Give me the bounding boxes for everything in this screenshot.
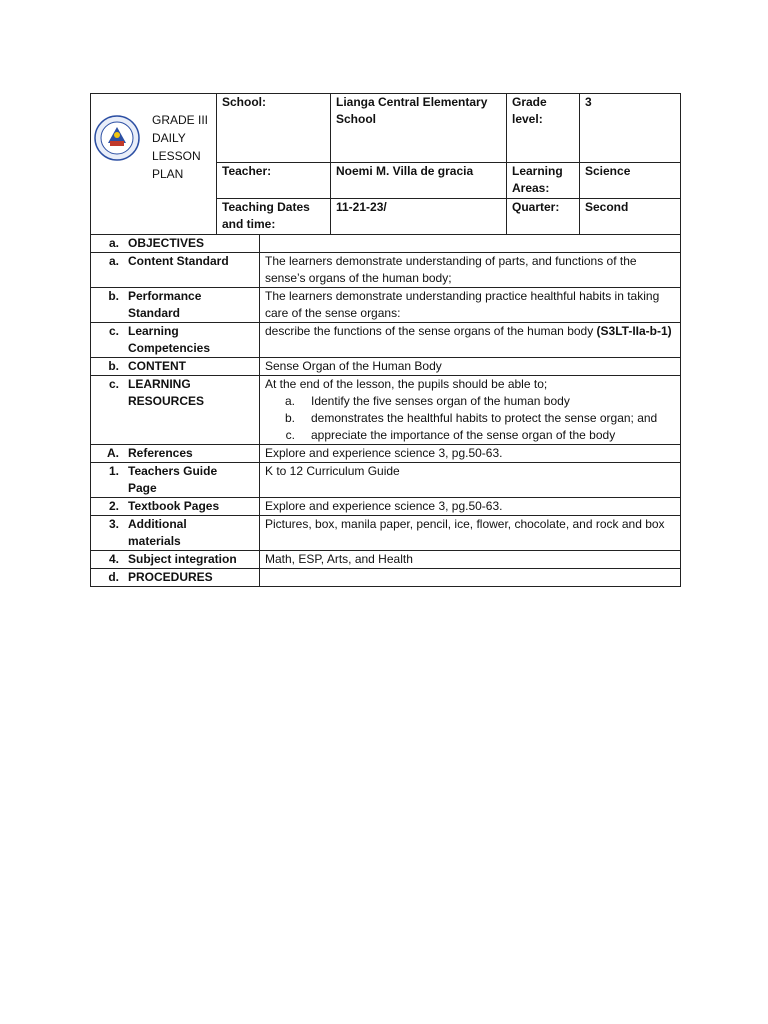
learning-objectives-list	[265, 393, 675, 444]
references-value: Explore and experience science 3, pg.50-63.	[260, 445, 681, 463]
learning-areas-label: Learning Areas:	[507, 163, 580, 199]
row-content-standard: a. Content Standard The learners demonstrate understanding of parts, and functions of the sense’s organs of the human body;	[91, 253, 681, 288]
additional-materials-label: Additional materials	[128, 517, 187, 548]
list-item: a. Identify the five senses organ of the human body	[284, 394, 570, 408]
procedures-value	[260, 569, 681, 587]
row-textbook-pages: 2. Textbook Pages Explore and experience science 3, pg.50-63.	[91, 498, 681, 516]
row-additional-materials: 3. Additional materials Pictures, box, manila paper, pencil, ice, flower, chocolate, and rock and box	[91, 516, 681, 551]
textbook-pages-label: Textbook Pages	[128, 499, 220, 513]
grade-level-label: Grade level:	[507, 94, 580, 163]
textbook-pages-value: Explore and experience science 3, pg.50-63.	[260, 498, 681, 516]
deped-seal-icon	[94, 115, 140, 161]
row-teachers-guide: 1. Teachers Guide Page K to 12 Curriculum Guide	[91, 463, 681, 498]
performance-standard-label: Performance Standard	[128, 289, 202, 320]
grade-level-value: 3	[580, 94, 681, 163]
teacher-label: Teacher:	[217, 163, 331, 199]
learning-resources-intro: At the end of the lesson, the pupils should be able to;	[265, 377, 548, 391]
objectives-label: OBJECTIVES	[128, 236, 205, 250]
lesson-plan-document	[90, 93, 680, 587]
row-subject-integration: 4. Subject integration Math, ESP, Arts, and Health	[91, 551, 681, 569]
school-label: School:	[217, 94, 331, 163]
performance-standard-value: The learners demonstrate understanding practice healthful habits in taking care of the sense organs:	[260, 288, 681, 323]
content-standard-label: Content Standard	[128, 254, 229, 268]
teacher-value: Noemi M. Villa de gracia	[331, 163, 507, 199]
content-label: CONTENT	[128, 359, 186, 373]
additional-materials-value: Pictures, box, manila paper, pencil, ice, flower, chocolate, and rock and box	[260, 516, 681, 551]
content-standard-value: The learners demonstrate understanding of parts, and functions of the sense’s organs of the human body;	[260, 253, 681, 288]
list-item: b. demonstrates the healthful habits to protect the sense organ; and	[284, 411, 658, 425]
learning-competencies-value: describe the functions of the sense organs of the human body (S3LT-IIa-b-1)	[260, 323, 681, 358]
quarter-value: Second	[580, 199, 681, 235]
grade-title: GRADE III DAILY LESSON PLAN	[152, 113, 209, 181]
teachers-guide-label: Teachers Guide Page	[128, 464, 218, 495]
body-table	[90, 234, 681, 587]
row-objectives: a. OBJECTIVES	[91, 235, 681, 253]
procedures-label: PROCEDURES	[128, 570, 213, 584]
school-value: Lianga Central Elementary School	[331, 94, 507, 163]
dates-label: Teaching Dates and time:	[217, 199, 331, 235]
row-learning-competencies: c. Learning Competencies describe the functions of the sense organs of the human body (S3LT-IIa-b-1)	[91, 323, 681, 358]
references-label: References	[128, 446, 193, 460]
row-references: A. References Explore and experience science 3, pg.50-63.	[91, 445, 681, 463]
objectives-value	[260, 235, 681, 253]
learning-competencies-label: Learning Competencies	[128, 324, 211, 355]
row-procedures: d. PROCEDURES	[91, 569, 681, 587]
competency-code: (S3LT-IIa-b-1)	[596, 324, 672, 338]
logo-cell	[91, 94, 217, 235]
content-value: Sense Organ of the Human Body	[260, 358, 681, 376]
row-performance-standard: b. Performance Standard The learners demonstrate understanding practice healthful habits in taking care of the sense organs:	[91, 288, 681, 323]
header-table	[90, 93, 681, 235]
dates-value: 11-21-23/	[331, 199, 507, 235]
learning-resources-label: LEARNING RESOURCES	[128, 377, 205, 408]
subject-integration-value: Math, ESP, Arts, and Health	[260, 551, 681, 569]
row-learning-resources: c. LEARNING RESOURCES At the end of the lesson, the pupils should be able to; a. Identify the five senses organ of the human body b. demonstrates the healthful habits to protect the sense organ; and c. appreciate the importance of the sense organ of the body	[91, 376, 681, 445]
learning-resources-value	[260, 376, 681, 445]
teachers-guide-value: K to 12 Curriculum Guide	[260, 463, 681, 498]
row-content: b. CONTENT Sense Organ of the Human Body	[91, 358, 681, 376]
list-item: c. appreciate the importance of the sense organ of the body	[285, 428, 616, 442]
quarter-label: Quarter:	[507, 199, 580, 235]
learning-areas-value: Science	[580, 163, 681, 199]
subject-integration-label: Subject integration	[128, 552, 237, 566]
